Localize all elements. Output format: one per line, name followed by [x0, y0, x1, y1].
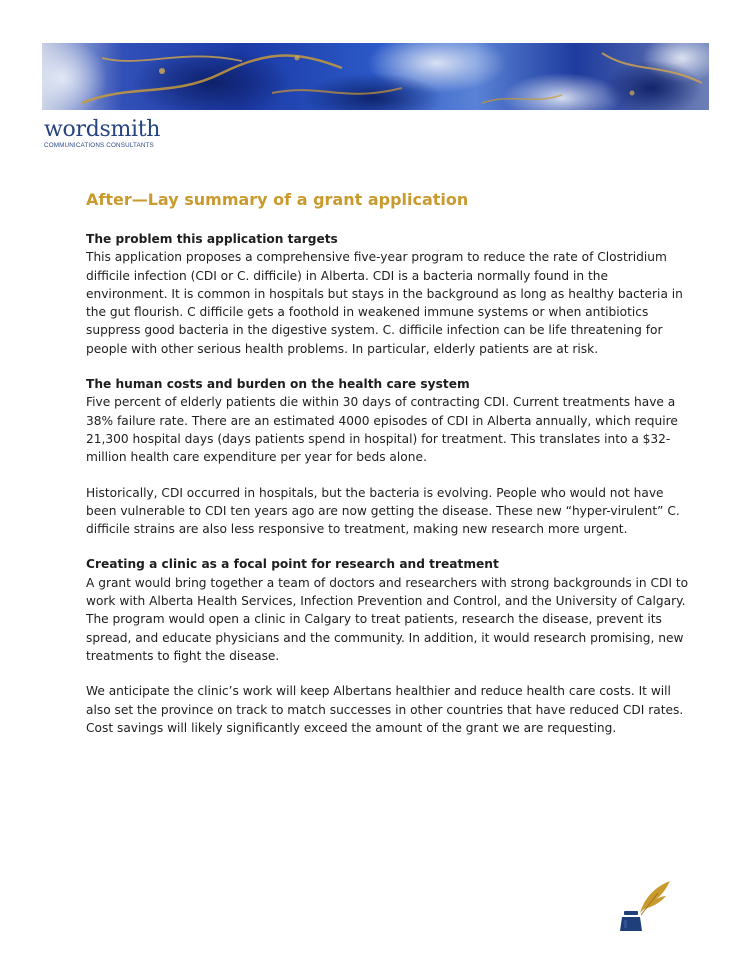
section-paragraph: Five percent of elderly patients die within 30 days of contracting CDI. Current treatments have a 38% failure rate. There are an estimated 4000 episodes of CDI in Alberta annually, which require 21,300 hospital days (days patients spend in hospital) for treatment. This translates into a $32-million health care expenditure per year for beds alone. — [86, 395, 678, 465]
section-heading: The problem this application targets — [86, 232, 338, 246]
section-heading: The human costs and burden on the health care system — [86, 377, 470, 392]
header-banner-image — [42, 43, 709, 110]
quill-inkwell-icon — [618, 879, 674, 935]
document-body — [86, 230, 691, 737]
section-clinic — [86, 555, 691, 737]
section-problem — [86, 230, 691, 358]
section-paragraph: This application proposes a comprehensive five-year program to reduce the rate of Clostridium difficile infection (CDI or C. difficile) in Alberta. CDI is a bacteria normally found in the environment. It is common in hospitals but stays in the background as long as healthy bacteria in the gut flourish. C difficile gets a foothold in weakened immune systems or when antibiotics suppress good bacteria in the digestive system. C. difficile infection can be life threatening for people with other serious health problems. In particular, elderly patients are at risk. — [86, 250, 683, 356]
marbled-ink-artwork — [42, 43, 709, 110]
document-title: After—Lay summary of a grant application — [86, 190, 469, 209]
logo-wordmark: wordsmith — [44, 117, 161, 142]
section-heading: Creating a clinic as a focal point for research and treatment — [86, 557, 499, 572]
section-paragraph: We anticipate the clinic’s work will keep Albertans healthier and reduce health care costs. It will also set the province on track to match successes in other countries that have reduced CDI rates. Cost savings will likely significantly exceed the amount of the grant we are requesting. — [86, 684, 684, 735]
logo-tagline: COMMUNICATIONS CONSULTANTS — [44, 142, 154, 149]
section-paragraph: A grant would bring together a team of doctors and researchers with strong backgrounds in CDI to work with Alberta Health Services, Infection Prevention and Control, and the University of Calgary. The program would open a clinic in Calgary to treat patients, research the disease, prevent its spread, and educate physicians and the community. In addition, it would research promising, new treatments to fight the disease. — [86, 575, 689, 663]
section-human-costs — [86, 375, 691, 538]
company-logo — [44, 117, 160, 150]
section-paragraph: Historically, CDI occurred in hospitals, but the bacteria is evolving. People who would not have been vulnerable to CDI ten years ago are now getting the disease. These new “hyper-virulent” C. difficile strains are also less responsive to treatment, making new research more urgent. — [86, 485, 680, 537]
